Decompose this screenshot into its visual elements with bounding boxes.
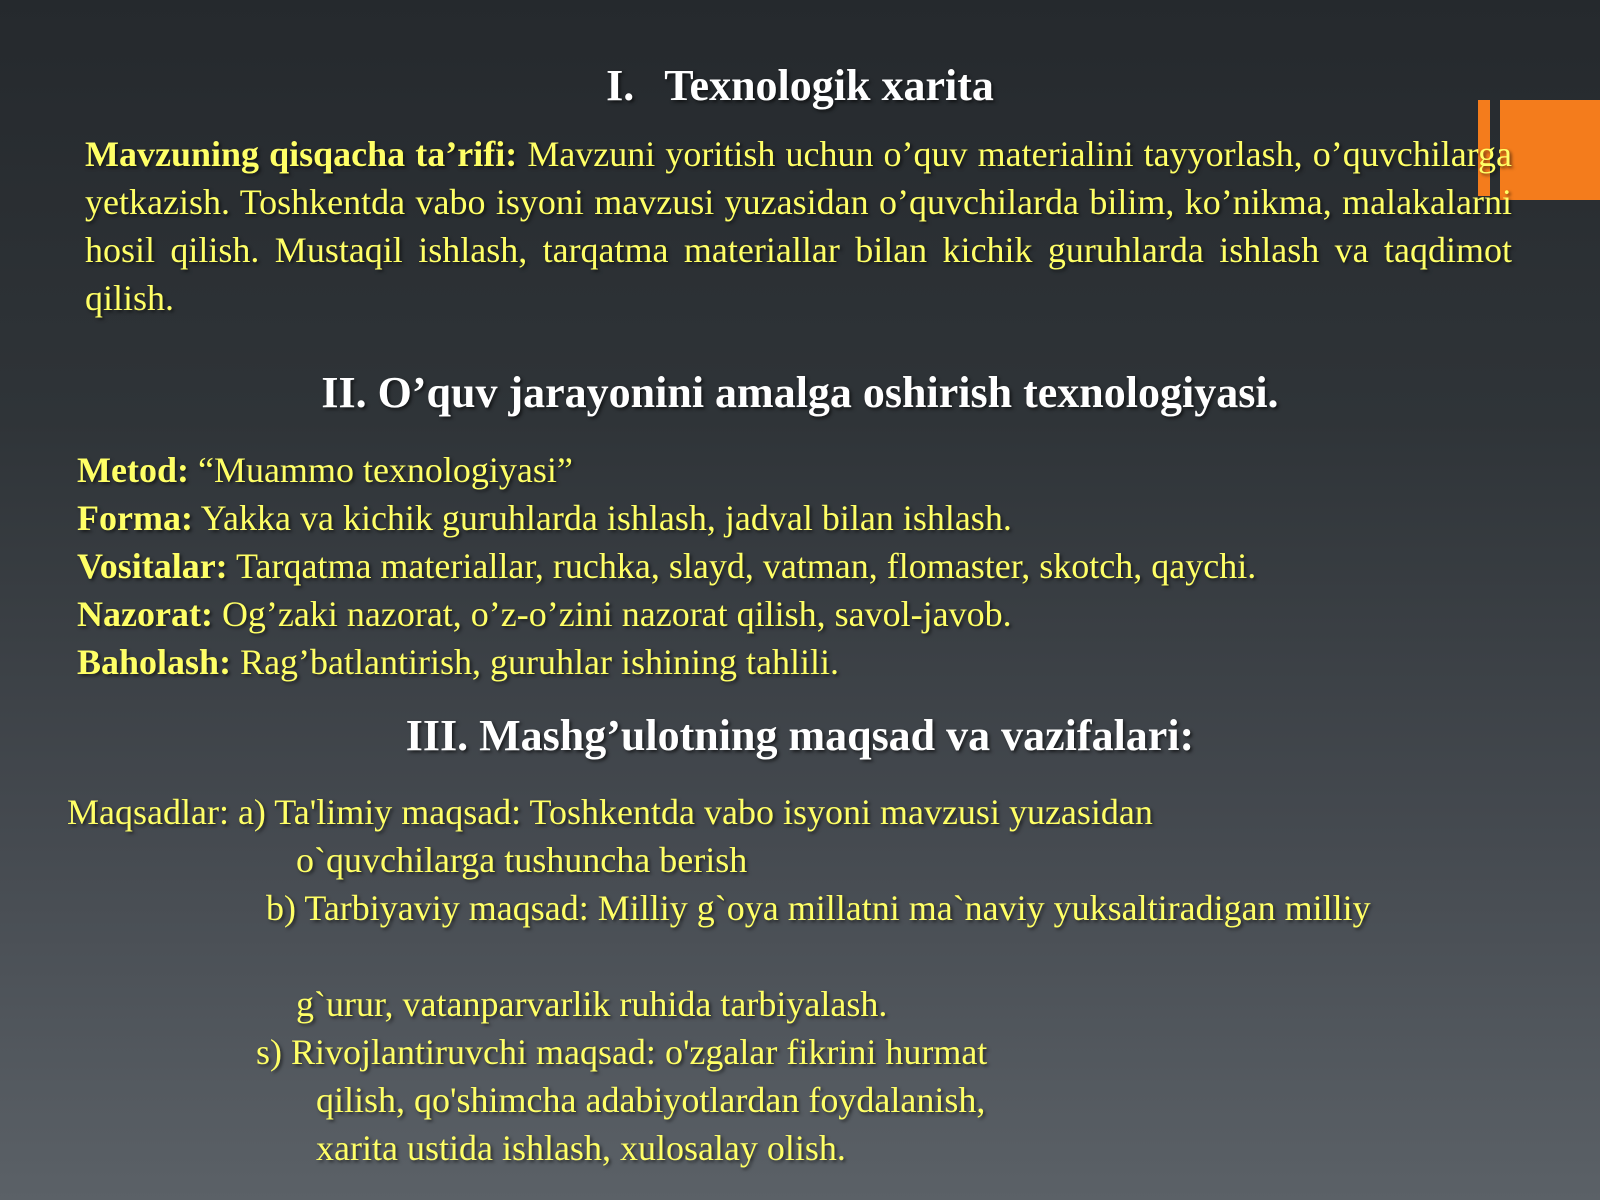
list-item-text: Rag’batlantirish, guruhlar ishining tahlili. [231,642,839,682]
list-item-text: Tarqatma materiallar, ruchka, slayd, vatman, flomaster, skotch, qaychi. [227,546,1257,586]
list-item-text: Og’zaki nazorat, o’z-o’zini nazorat qilish, savol-javob. [212,594,1012,634]
section1-title: Texnologik xarita [664,61,994,110]
goal-line: qilish, qo'shimcha adabiyotlardan foydalanish, [316,1080,986,1120]
list-item-text: “Muammo texnologiyasi” [188,450,573,490]
goal-line: o`quvchilarga tushuncha berish [296,840,748,880]
list-item-text: Yakka va kichik guruhlarda ishlash, jadval bilan ishlash. [192,498,1012,538]
goal-line: s) Rivojlantiruvchi maqsad: o'zgalar fikrini hurmat [256,1032,988,1072]
topic-description-text: Mavzuni yoritish uchun o’quv materialini tayyorlash, o’quvchilarga yetkazish. Toshkentda vabo isyoni mavzusi yuzasidan o’quvchilarda bilim, ko’nikma, malakalarni hosil qilish. Mustaqil ishlash, tarqatma materiallar bilan kichik guruhlarda ishlash va taqdimot qilish. [85,134,1512,318]
list-item-label: Forma: [77,498,193,538]
section1-number: I. [606,61,635,110]
goal-line: g`urur, vatanparvarlik ruhida tarbiyalash. [296,984,888,1024]
list-item-label: Metod: [77,450,189,490]
section3-heading: III. Mashg’ulotning maqsad va vazifalari: [405,711,1195,760]
list-item-label: Baholash: [77,642,232,682]
section2-heading: II. O’quv jarayonini amalga oshirish texnologiyasi. [321,368,1279,417]
goal-line: Maqsadlar: a) Ta'limiy maqsad: Toshkentda vabo isyoni mavzusi yuzasidan [67,792,1153,832]
goal-line: b) Tarbiyaviy maqsad: Milliy g`oya millatni ma`naviy yuksaltiradigan milliy [266,888,1371,928]
topic-description-label: Mavzuning qisqacha ta’rifi: [85,134,518,174]
list-item-label: Vositalar: [77,546,228,586]
list-item-label: Nazorat: [77,594,213,634]
goal-line: xarita ustida ishlash, xulosalay olish. [316,1128,846,1168]
